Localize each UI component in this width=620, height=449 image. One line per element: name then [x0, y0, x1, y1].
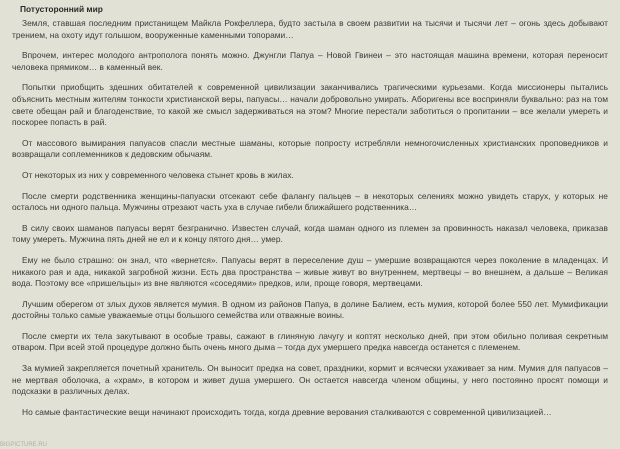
paragraph-8: Ему не было страшно: он знал, что «вернется». Папуасы верят в переселение душ – умершие возвращаются через поколение в младенцах. И никакого рая и ада, никакой загробной жизни. Есть два пространства – живые живут во внутреннем, мертвецы – во внешнем, а дальше – Великая вода. Поэтому все «пришельцы» из вне являются «соседями» предков, или, проще говоря, мертвецами. — [12, 254, 608, 289]
paragraph-6: После смерти родственника женщины-папуаски отсекают себе фалангу пальцев – в некоторых селениях можно увидеть старух, у которых не осталось ни одного пальца. Мужчины отрезают часть уха в случае гибели ближайшего родственника… — [12, 190, 608, 213]
paragraph-2: Впрочем, интерес молодого антрополога понять можно. Джунгли Папуа – Новой Гвинеи – это настоящая машина времени, которая переносит человека прямиком… в каменный век. — [12, 50, 608, 72]
paragraph-1: Земля, ставшая последним пристанищем Майкла Рокфеллера, будто застыла в своем развитии на тысячи и тысячи лет – огонь здесь добывают трением, на охоту идут голышом, вооруженные каменными топорами… — [12, 18, 608, 40]
paragraph-9: Лучшим оберегом от злых духов является мумия. В одном из районов Папуа, в долине Балием, есть мумия, которой более 550 лет. Мумификации достойны только самые уважаемые отцы большого семейства или отважные воины. — [12, 298, 608, 321]
paragraph-5: От некоторых из них у современного человека стынет кровь в жилах. — [22, 169, 294, 180]
article-title: Потусторонний мир — [20, 4, 103, 14]
paragraph-7: В силу своих шаманов папуасы верят безгранично. Известен случай, когда шаман одного из племен за провинность наказал человека, приказав тому умереть. Мужчина пять дней не ел и к концу пятого дня… умер. — [12, 222, 608, 245]
paragraph-11: За мумией закрепляется почетный хранитель. Он выносит предка на совет, праздники, кормит и всячески ухаживает за ним. Мумия для папуасов – не мертвая оболочка, а «храм», в котором и живет душа умершего. Он остается навсегда членом общины, у него постоянно просят помощи и подсказки в различных делах. — [12, 363, 608, 397]
paragraph-3: Попытки приобщить здешних обитателей к современной цивилизации заканчивались трагическими курьезами. Когда миссионеры пытались объяснить местным жителям тонкости христианской веры, папуасы… начали добровольно умирать. Аборигены все восприняли буквально: раз на том свете обещан рай и благоденствие, то какой же смысл задерживаться на этом? Многие перестали заботиться о пропитании – все желали умереть и поскорее попасть в рай. — [12, 82, 608, 128]
article — [12, 4, 608, 449]
paragraph-10: После смерти их тела закутывают в особые травы, сажают в глиняную лачугу и коптят несколько дней, при этом обильно поливая секретным отваром. При всей этой процедуре должно быть очень много дыма – тогда дух умершего предка навсегда останется с племенем. — [12, 330, 608, 353]
site-watermark: BIGPICTURE.RU — [0, 442, 48, 448]
paragraph-4: От массового вымирания папуасов спасли местные шаманы, которые попросту истребляли немногочисленных христианских проповедников и возвращали соплеменников к дедовским обычаям. — [12, 137, 608, 160]
paragraph-12: Но самые фантастические вещи начинают происходить тогда, когда древние верования сталкиваются с современной цивилизацией… — [22, 406, 552, 417]
